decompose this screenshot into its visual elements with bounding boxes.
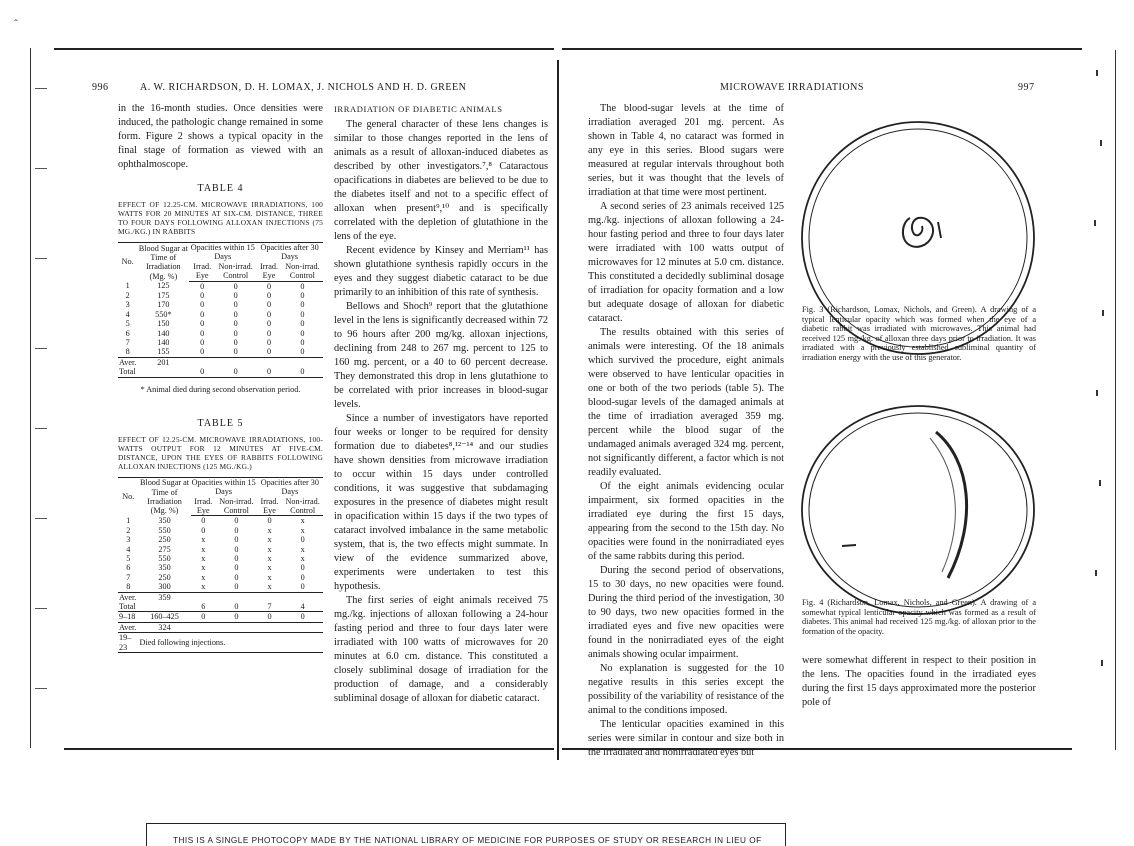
table-5-body <box>118 516 323 653</box>
col-header-irrad: Irrad. Eye <box>189 262 215 281</box>
right-page-number: 997 <box>1018 82 1035 93</box>
col-header-opacities-30: Opacities after 30 Days <box>257 477 323 496</box>
figure-4-caption: Fig. 4 (Richardson, Lomax, Nichols, and Green). A drawing of a somewhat typical lenticular opacity which was formed as a result of diabetes. This animal had received 125 mg./kg. of alloxan prior to the formation of the opacity. <box>802 598 1036 636</box>
paragraph: Bellows and Shoch⁹ report that the glutathione level in the lens is significantly decreased within 72 to 96 hours after 200 mg/kg. alloxan injections, declining from 248 to 267 mg. percent to 125 to 160 mg. percent, or a 40 to 60 percent decrease. They demonstrated this drop in lens glutathione to be correlated with prior increases in blood-sugar levels. <box>334 301 548 410</box>
opacity-arc <box>930 438 955 572</box>
col-header-no: No. <box>118 243 137 282</box>
table-4-title: TABLE 4 <box>197 183 244 194</box>
edge-mark <box>1102 310 1104 316</box>
paragraph: The lenticular opacities examined in this series were similar in contour and size both in the irradiated and nonirradiated eyes but <box>588 719 784 758</box>
opacity-mark <box>842 545 856 546</box>
col-header-irrad: Irrad. Eye <box>256 262 282 281</box>
table-row: 6 140 0 0 0 0 <box>125 328 305 338</box>
col-header-blood-sugar: Blood Sugar at Time of Irradiation (Mg. %) <box>139 478 190 516</box>
figure-4-lens-drawing <box>798 402 1038 618</box>
left-running-head: A. W. RICHARDSON, D. H. LOMAX, J. NICHOLS AND H. D. GREEN <box>140 82 467 93</box>
opacity-mark <box>903 218 933 247</box>
table-row: 5 550 x 0 x x <box>126 553 305 563</box>
table-row: 4 550* 0 0 0 0 <box>125 309 305 319</box>
right-column-1 <box>588 102 784 760</box>
right-column-2 <box>802 654 1036 710</box>
col-header-irrad: Irrad. Eye <box>257 497 283 516</box>
table-5-caption: EFFECT OF 12.25-CM. MICROWAVE IRRADIATIONS, 100-WATTS OUTPUT FOR 12 MINUTES AT FIVE-CM. DISTANCE, UPON THE EYES OF RABBITS FOLLOWING ALLOXAN INJECTIONS (125 MG./KG.) <box>118 434 323 471</box>
table-row-average: Aver. 201 <box>118 357 323 367</box>
table-5-title: TABLE 5 <box>197 417 244 429</box>
edge-mark <box>1099 480 1101 486</box>
table-row: 3 170 0 0 0 0 <box>125 300 305 310</box>
col-header-nonirrad: Non-irrad. Control <box>215 262 256 281</box>
table-row: 5 150 0 0 0 0 <box>125 319 305 329</box>
table-row: 1 125 0 0 0 0 <box>125 281 305 291</box>
table-row: 2 175 0 0 0 0 <box>125 291 305 301</box>
table-4-footnote: * Animal died during second observation period. <box>140 384 301 394</box>
paragraph: During the second period of observations, 15 to 30 days, no new opacities were found. During the third period of the investigation, 30 to 90 days, two new opacities formed in the irradiated eyes and five new opacities were found in the nonirradiated eyes of the eight animals showing ocular impairment. <box>588 565 784 660</box>
edge-mark <box>1094 220 1096 226</box>
paragraph: Of the eight animals evidencing ocular impairment, six formed opacities in the irradiated eye during the first 15 days, appearing from the second to the 15th day. No opacities were found in the nonirradiated eyes of the same rabbits during this period. <box>588 481 784 562</box>
edge-mark <box>35 518 47 519</box>
paragraph: Since a number of investigators have reported four weeks or longer to be required for density formation due to diabetes⁸,¹²⁻¹⁴ and our studies have shown densities from microwave irradiation to occur within 15 days under controlled conditions, it was suggestive that subdamaging exposures in the presence of diabetes might result in opacification within 15 days if the two types of cataract involved imbalance in the same metabolic system, that is, the two effects might summate. In view of the evidence summarized above, experiments were undertaken to test this hypothesis. <box>334 413 548 592</box>
table-row: 7 250 x 0 x 0 <box>126 572 305 582</box>
figure-3-caption: Fig. 3 (Richardson, Lomax, Nichols, and Green). A drawing of a typical lenticular opacity which was formed when the eye of a diabetic rabbit was irradiated with microwaves. This animal had received 125 mg./kg. of alloxan three days prior to irradiation. It was irradiated with a previously established subliminal quantity of irradiation energy with the use of this generator. <box>802 305 1036 362</box>
opacity-mark <box>938 222 941 238</box>
book-edge-right <box>1090 50 1116 750</box>
col-header-no: No. <box>118 477 139 516</box>
book-edge-left <box>30 48 54 748</box>
table-row: 8 155 0 0 0 0 <box>125 347 305 357</box>
table-row-total: Total 0 0 0 0 <box>118 367 323 377</box>
paragraph: No explanation is suggested for the 10 negative results in this series except the possibility of the variability of resistance of the animal to the conditions imposed. <box>588 663 784 716</box>
left-page-number: 996 <box>92 82 109 93</box>
table-row-average: Aver. 359 <box>118 592 323 602</box>
left-column-2 <box>334 102 548 706</box>
col-header-nonirrad: Non-irrad. Control <box>216 497 257 516</box>
table-row: 2 550 0 0 x x <box>126 525 305 535</box>
table-row-total: Total 6 0 7 4 <box>119 601 305 611</box>
col-header-opacities-30: Opacities after 30 Days <box>256 243 323 262</box>
table-5 <box>118 477 323 653</box>
table-row-average: Aver. 324 <box>118 622 323 632</box>
paragraph: A second series of 23 animals received 125 mg./kg. injections of alloxan following a 24-hour fasting period and three to four days later were irradiated with 100 watts output of microwaves for 12 minutes at 5.0 cm. distance. This constituted a decidedly subliminal dosage of irradiation for opacity formation and a low but adequate dosage of alloxan for diabetic cataract. <box>588 201 784 324</box>
paragraph: The general character of these lens changes is similar to those changes reported in the lens of animals as a result of alloxan-induced diabetes as described by other investigators.⁷,⁸ Cataractous opacifications in diabetes are believed to be due to the diabetes itself and not to a specific effect of alloxan when present⁹,¹⁰ and is specifically correlated with the depletion of glutathione in the lens of the eye. <box>334 119 548 242</box>
table-row: 8 300 x 0 x 0 <box>126 582 305 592</box>
col-header-nonirrad: Non-irrad. Control <box>282 497 323 516</box>
edge-mark <box>35 258 47 259</box>
edge-mark <box>1100 140 1102 146</box>
table-row: 19–23 Died following injections. <box>118 633 323 653</box>
col-header-blood-sugar: Blood Sugar at Time of Irradiation (Mg. %) <box>138 243 188 281</box>
table-row: 7 140 0 0 0 0 <box>125 338 305 348</box>
table-row: 4 275 x 0 x x <box>126 544 305 554</box>
edge-mark <box>1095 570 1097 576</box>
paragraph: in the 16-month studies. Once densities were induced, the pathologic change remained in some form. Figure 2 shows a typical opacity in the final stage of formation as viewed with an ophthalmoscope. <box>118 103 323 170</box>
scan-speck: ˆ <box>14 18 18 30</box>
paragraph: were somewhat different in respect to their position in the lens. The opacities found in the irradiated eyes during the first 15 days approximated more the posterior pole of <box>802 655 1036 708</box>
paragraph: The blood-sugar levels at the time of irradiation averaged 201 mg. percent. As shown in Table 4, no cataract was formed in any eye in this series. Blood sugars were measured at regular intervals throughout both series, but it was thought that the levels of irradiation at that time were most pertinent. <box>588 103 784 198</box>
col-header-opacities-15: Opacities within 15 Days <box>190 243 255 262</box>
col-header-nonirrad: Non-irrad. Control <box>282 262 323 281</box>
table-4-body <box>118 281 323 377</box>
page-bottom-edge-left <box>64 748 554 750</box>
edge-mark <box>1096 70 1098 76</box>
table-row: 3 250 x 0 x 0 <box>126 535 305 545</box>
table-row: 9–18 160–425 0 0 0 0 <box>118 612 323 622</box>
col-header-irrad: Irrad. Eye <box>191 497 217 516</box>
edge-mark <box>1101 660 1103 666</box>
book-spine <box>557 60 559 760</box>
table-4 <box>118 242 323 378</box>
paragraph: The first series of eight animals received 75 mg./kg. injections of alloxan following a 24-hour fasting period and three to four days later were irradiated with 100 watts of microwaves for 20 minutes at 6.0 cm. distance. This constituted a closely subliminal dosage of irradiation for the production of damage, and a considerably subliminal dosage of alloxan for diabetic cataract. <box>334 595 548 704</box>
edge-mark <box>35 348 47 349</box>
table-row: 1 350 0 0 0 x <box>126 516 305 526</box>
edge-mark <box>35 428 47 429</box>
section-heading: IRRADIATION OF DIABETIC ANIMALS <box>334 104 503 114</box>
page-top-edge-right <box>562 48 1082 50</box>
library-photocopy-banner: THIS IS A SINGLE PHOTOCOPY MADE BY THE NATIONAL LIBRARY OF MEDICINE FOR PURPOSES OF STUDY OR RESEARCH IN LIEU OF <box>146 823 786 846</box>
edge-mark <box>1096 390 1098 396</box>
edge-mark <box>35 688 47 689</box>
col-header-opacities-15: Opacities within 15 Days <box>191 477 256 497</box>
lens-outer-circle <box>802 406 1034 614</box>
table-row: 6 350 x 0 x 0 <box>126 563 305 573</box>
paragraph: The results obtained with this series of animals were interesting. Of the 18 animals which survived the procedure, eight animals were observed to have lenticular opacities in one or both of the two periods (table 5). The blood-sugar levels of the damaged animals at the time of irradiation averaged 359 mg. percent while the blood sugar of the undamaged animals averaged 324 mg. percent, not significantly different, a factor which is not readily evaluated. <box>588 327 784 478</box>
right-running-head: MICROWAVE IRRADIATIONS <box>720 82 864 93</box>
edge-mark <box>35 608 47 609</box>
edge-mark <box>35 88 47 89</box>
table-4-caption: EFFECT OF 12.25-CM. MICROWAVE IRRADIATIONS, 100 WATTS FOR 20 MINUTES AT SIX-CM. DISTANCE, THREE TO FOUR DAYS FOLLOWING ALLOXAN INJECTIONS (75 MG./KG.) IN RABBITS <box>118 200 323 236</box>
paragraph: Recent evidence by Kinsey and Merriam¹¹ has shown glutathione synthesis rapidly occurs in the eyes and they suggest diabetic cataract to be due primarily to an inhibition of this rate of synthesis. <box>334 245 548 298</box>
left-column-1 <box>118 102 323 653</box>
edge-mark <box>35 168 47 169</box>
lens-inner-circle <box>809 413 1027 607</box>
page-top-edge-left <box>54 48 554 50</box>
